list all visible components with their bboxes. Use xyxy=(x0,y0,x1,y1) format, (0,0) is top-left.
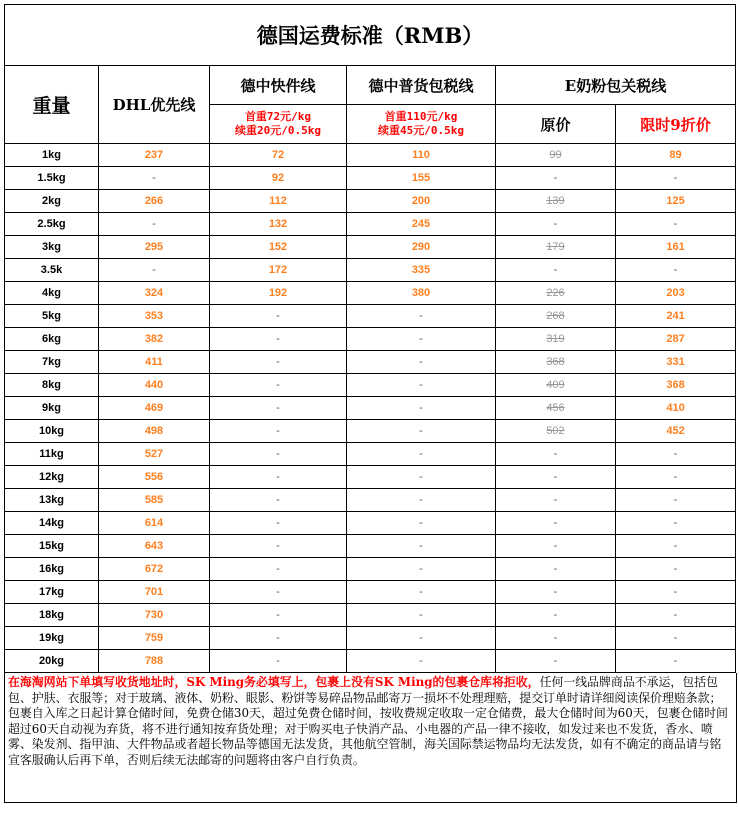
header-dhl: DHL优先线 xyxy=(99,66,210,144)
dhl-price-cell: 643 xyxy=(99,535,210,558)
dhl-price-cell: 672 xyxy=(99,558,210,581)
original-price-cell: 179 xyxy=(496,236,616,259)
table-row xyxy=(5,397,736,420)
table-row xyxy=(5,167,736,190)
express-price-cell: - xyxy=(210,443,347,466)
general-price-cell: - xyxy=(347,466,496,489)
express-price-cell: 172 xyxy=(210,259,347,282)
dhl-price-cell: 614 xyxy=(99,512,210,535)
dhl-price-cell: 353 xyxy=(99,305,210,328)
header-weight: 重量 xyxy=(5,66,99,144)
weight-cell: 18kg xyxy=(5,604,99,627)
table-row xyxy=(5,282,736,305)
table-row xyxy=(5,489,736,512)
sale-price-cell: 452 xyxy=(616,420,736,443)
table-row xyxy=(5,558,736,581)
sale-price-cell: - xyxy=(616,604,736,627)
express-price-cell: 192 xyxy=(210,282,347,305)
general-first-weight: 首重110元/kg xyxy=(384,110,458,123)
table-row xyxy=(5,213,736,236)
sale-price-cell: - xyxy=(616,627,736,650)
notice-body: 任何一线品牌商品不承运，包括包包、护肤、衣服等；对于玻璃、液体、奶粉、眼影、粉饼等易碎品物品邮寄万一损坏不处理理赔，提交订单时请详细阅读保价理赔条款；包裹自入库之日起计算仓储时间，免费仓储30天，超过免费仓储时间，按收费规定收取一定仓储费，最大仓储时间为60天，包裹仓储时间超过60天自动视为弃货，将不进行通知按弃货处理；对于购买电子快消产品、小电器的产品一律不接收，如发过来也不发货，香水、喷雾、染发剂、指甲油、大件物品或者超长物品等德国无法发货，其他航空管制，海关国际禁运物品均无法发货，如有不确定的商品请与铭宣客服确认后再下单，否则后续无法邮寄的问题将由客户自行负责。 xyxy=(8,675,728,767)
original-price-cell: - xyxy=(496,558,616,581)
table-row xyxy=(5,144,736,167)
page-title: 德国运费标准（RMB） xyxy=(5,5,736,66)
dhl-price-cell: - xyxy=(99,213,210,236)
table-row xyxy=(5,236,736,259)
shipping-rate-table xyxy=(4,4,736,673)
original-price-cell: - xyxy=(496,443,616,466)
express-price-cell: 132 xyxy=(210,213,347,236)
original-price-cell: - xyxy=(496,167,616,190)
dhl-price-cell: 237 xyxy=(99,144,210,167)
original-price-cell: 268 xyxy=(496,305,616,328)
general-price-cell: - xyxy=(347,558,496,581)
table-row xyxy=(5,374,736,397)
table-row xyxy=(5,466,736,489)
general-price-cell: - xyxy=(347,420,496,443)
rate-rows xyxy=(5,144,736,673)
dhl-price-cell: 295 xyxy=(99,236,210,259)
weight-cell: 2.5kg xyxy=(5,213,99,236)
general-rate-note xyxy=(347,105,496,144)
table-row xyxy=(5,650,736,673)
table-row xyxy=(5,190,736,213)
express-price-cell: - xyxy=(210,374,347,397)
original-price-cell: - xyxy=(496,213,616,236)
sale-price-cell: 287 xyxy=(616,328,736,351)
original-price-cell: - xyxy=(496,604,616,627)
general-price-cell: - xyxy=(347,397,496,420)
express-price-cell: - xyxy=(210,466,347,489)
general-price-cell: 155 xyxy=(347,167,496,190)
original-price-cell: - xyxy=(496,627,616,650)
original-price-cell: 139 xyxy=(496,190,616,213)
sale-price-cell: - xyxy=(616,259,736,282)
weight-cell: 1kg xyxy=(5,144,99,167)
general-price-cell: - xyxy=(347,512,496,535)
original-price-cell: - xyxy=(496,650,616,673)
original-price-cell: 456 xyxy=(496,397,616,420)
sale-price-cell: - xyxy=(616,581,736,604)
table-row xyxy=(5,420,736,443)
weight-cell: 8kg xyxy=(5,374,99,397)
sale-price-cell: 368 xyxy=(616,374,736,397)
general-price-cell: - xyxy=(347,489,496,512)
sale-price-cell: - xyxy=(616,512,736,535)
express-price-cell: - xyxy=(210,328,347,351)
express-price-cell: - xyxy=(210,351,347,374)
sale-price-cell: 241 xyxy=(616,305,736,328)
dhl-price-cell: 469 xyxy=(99,397,210,420)
general-price-cell: - xyxy=(347,305,496,328)
general-price-cell: 245 xyxy=(347,213,496,236)
weight-cell: 2kg xyxy=(5,190,99,213)
weight-cell: 15kg xyxy=(5,535,99,558)
original-price-cell: 319 xyxy=(496,328,616,351)
sale-price-cell: - xyxy=(616,443,736,466)
original-price-cell: 502 xyxy=(496,420,616,443)
original-price-cell: - xyxy=(496,489,616,512)
general-price-cell: - xyxy=(347,328,496,351)
original-price-cell: - xyxy=(496,466,616,489)
sale-price-cell: 203 xyxy=(616,282,736,305)
sale-price-cell: - xyxy=(616,489,736,512)
table-row xyxy=(5,305,736,328)
dhl-price-cell: 266 xyxy=(99,190,210,213)
weight-cell: 17kg xyxy=(5,581,99,604)
weight-cell: 12kg xyxy=(5,466,99,489)
express-rate-note xyxy=(210,105,347,144)
general-price-cell: - xyxy=(347,535,496,558)
table-row xyxy=(5,351,736,374)
header-general: 德中普货包税线 xyxy=(347,66,496,105)
weight-cell: 13kg xyxy=(5,489,99,512)
express-price-cell: - xyxy=(210,558,347,581)
original-price-cell: - xyxy=(496,581,616,604)
dhl-price-cell: 730 xyxy=(99,604,210,627)
weight-cell: 10kg xyxy=(5,420,99,443)
weight-cell: 7kg xyxy=(5,351,99,374)
sale-price-cell: - xyxy=(616,466,736,489)
general-price-cell: 335 xyxy=(347,259,496,282)
original-price-cell: - xyxy=(496,512,616,535)
sale-price-cell: 410 xyxy=(616,397,736,420)
express-price-cell: - xyxy=(210,581,347,604)
table-row xyxy=(5,328,736,351)
express-first-weight: 首重72元/kg xyxy=(244,110,312,123)
table-row xyxy=(5,604,736,627)
general-price-cell: 380 xyxy=(347,282,496,305)
weight-cell: 11kg xyxy=(5,443,99,466)
dhl-price-cell: 788 xyxy=(99,650,210,673)
rate-sheet xyxy=(4,4,735,803)
original-price-cell: - xyxy=(496,535,616,558)
dhl-price-cell: 556 xyxy=(99,466,210,489)
express-price-cell: - xyxy=(210,604,347,627)
dhl-price-cell: 527 xyxy=(99,443,210,466)
table-row xyxy=(5,581,736,604)
original-price-cell: 99 xyxy=(496,144,616,167)
original-price-cell: - xyxy=(496,259,616,282)
express-price-cell: - xyxy=(210,535,347,558)
original-price-cell: 226 xyxy=(496,282,616,305)
sale-price-cell: 331 xyxy=(616,351,736,374)
express-price-cell: - xyxy=(210,397,347,420)
weight-cell: 5kg xyxy=(5,305,99,328)
express-price-cell: - xyxy=(210,489,347,512)
dhl-price-cell: 411 xyxy=(99,351,210,374)
general-price-cell: - xyxy=(347,374,496,397)
express-price-cell: - xyxy=(210,305,347,328)
dhl-price-cell: 382 xyxy=(99,328,210,351)
express-price-cell: 92 xyxy=(210,167,347,190)
notice-warning: 在海淘网站下单填写收货地址时，SK Ming务必填写上，包裹上没有SK Ming的包裹仓库将拒收， xyxy=(8,675,540,689)
dhl-price-cell: 759 xyxy=(99,627,210,650)
sale-price-cell: - xyxy=(616,167,736,190)
original-price-cell: 368 xyxy=(496,351,616,374)
weight-cell: 1.5kg xyxy=(5,167,99,190)
weight-cell: 6kg xyxy=(5,328,99,351)
general-price-cell: - xyxy=(347,581,496,604)
general-price-cell: - xyxy=(347,604,496,627)
weight-cell: 9kg xyxy=(5,397,99,420)
general-price-cell: 110 xyxy=(347,144,496,167)
table-row xyxy=(5,512,736,535)
sale-price-cell: - xyxy=(616,558,736,581)
general-price-cell: - xyxy=(347,627,496,650)
notice-text xyxy=(4,673,737,803)
table-row xyxy=(5,259,736,282)
header-express: 德中快件线 xyxy=(210,66,347,105)
sale-price-cell: 161 xyxy=(616,236,736,259)
sale-price-cell: - xyxy=(616,213,736,236)
dhl-price-cell: - xyxy=(99,167,210,190)
weight-cell: 19kg xyxy=(5,627,99,650)
original-price-cell: 409 xyxy=(496,374,616,397)
express-price-cell: - xyxy=(210,512,347,535)
dhl-price-cell: 324 xyxy=(99,282,210,305)
header-sale-price: 限时9折价 xyxy=(616,105,736,144)
general-price-cell: 290 xyxy=(347,236,496,259)
sale-price-cell: 125 xyxy=(616,190,736,213)
general-price-cell: - xyxy=(347,443,496,466)
express-price-cell: - xyxy=(210,420,347,443)
table-row xyxy=(5,535,736,558)
express-price-cell: - xyxy=(210,650,347,673)
express-price-cell: 152 xyxy=(210,236,347,259)
sale-price-cell: 89 xyxy=(616,144,736,167)
express-price-cell: - xyxy=(210,627,347,650)
general-price-cell: - xyxy=(347,650,496,673)
weight-cell: 3kg xyxy=(5,236,99,259)
sale-price-cell: - xyxy=(616,535,736,558)
weight-cell: 16kg xyxy=(5,558,99,581)
weight-cell: 4kg xyxy=(5,282,99,305)
weight-cell: 3.5k xyxy=(5,259,99,282)
weight-cell: 20kg xyxy=(5,650,99,673)
dhl-price-cell: 701 xyxy=(99,581,210,604)
general-price-cell: - xyxy=(347,351,496,374)
dhl-price-cell: 498 xyxy=(99,420,210,443)
dhl-price-cell: 440 xyxy=(99,374,210,397)
weight-cell: 14kg xyxy=(5,512,99,535)
express-price-cell: 112 xyxy=(210,190,347,213)
express-additional-weight: 续重20元/0.5kg xyxy=(235,124,321,137)
general-price-cell: 200 xyxy=(347,190,496,213)
dhl-price-cell: - xyxy=(99,259,210,282)
express-price-cell: 72 xyxy=(210,144,347,167)
general-additional-weight: 续重45元/0.5kg xyxy=(378,124,464,137)
table-row xyxy=(5,627,736,650)
dhl-price-cell: 585 xyxy=(99,489,210,512)
table-row xyxy=(5,443,736,466)
header-original-price: 原价 xyxy=(496,105,616,144)
header-milk: E奶粉包关税线 xyxy=(496,66,736,105)
sale-price-cell: - xyxy=(616,650,736,673)
